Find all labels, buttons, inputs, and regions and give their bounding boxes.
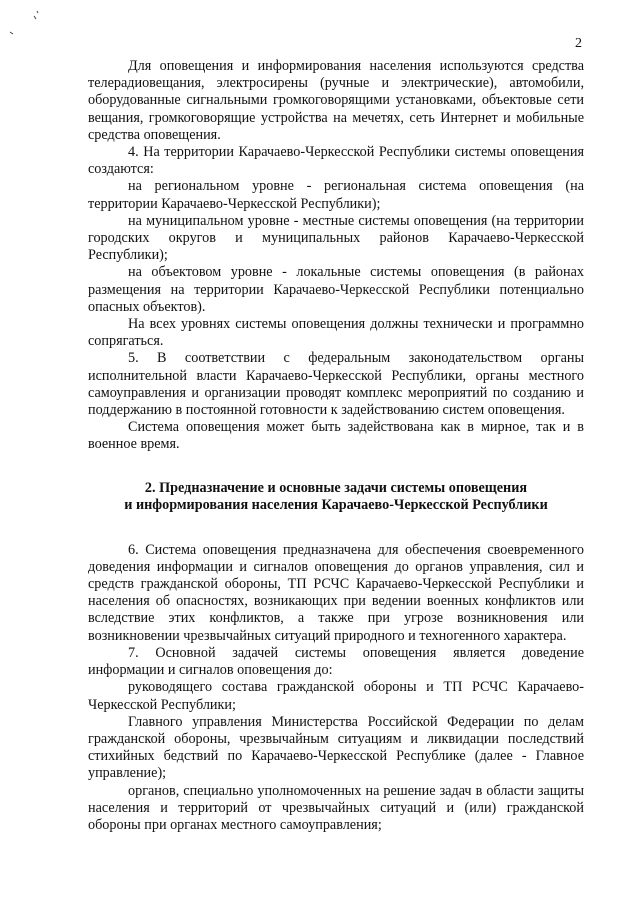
section-title (88, 480, 584, 515)
document-body (88, 58, 584, 834)
paragraph: На всех уровнях системы оповещения должны технически и программно сопрягаться. (88, 316, 584, 350)
paragraph: на муниципальном уровне - местные системы оповещения (на территории городских округов и муниципальных районов Карачаево-Черкесской Республики); (88, 212, 584, 264)
paragraph: 4. На территории Карачаево-Черкесской Республики системы оповещения создаются: (88, 144, 584, 178)
section-title-line-2: и информирования населения Карачаево-Черкесской Республики (124, 497, 548, 514)
paragraph: Главного управления Министерства Российской Федерации по делам гражданской обороны, чрезвычайным ситуациям и ликвидации последствий стихийных бедствий по Карачаево-Черкесской Республике (далее - Главное управление); (88, 713, 584, 782)
paragraph: на объектовом уровне - локальные системы оповещения (в районах размещения на территории Карачаево-Черкесской Республики потенциально опасных объектов). (88, 264, 584, 315)
paragraph: на региональном уровне - региональная система оповещения (на территории Карачаево-Черкесской Республики); (88, 178, 584, 212)
paragraph: 6. Система оповещения предназначена для обеспечения своевременного доведения информации и сигналов оповещения до органов управления, сил и средств гражданской обороны, ТП РСЧС Карачаево-Черкесской Республики и населения об опасностях, возникающих при ведении военных конфликтов или вследствие этих конфликтов, а также при угрозе возникновения или возникновении чрезвычайных ситуаций природного и техногенного характера. (88, 541, 584, 644)
scan-corner-marks (6, 6, 46, 40)
paragraph: органов, специально уполномоченных на решение задач в области защиты населения и территорий от чрезвычайных ситуаций и (или) гражданской обороны при органах местного самоуправления; (88, 782, 584, 833)
page-number: 2 (575, 36, 582, 51)
section-title-line-1: 2. Предназначение и основные задачи системы оповещения (144, 479, 528, 496)
paragraph: 5. В соответствии с федеральным законодательством органы исполнительной власти Карачаево-Черкесской Республики, органы местного самоуправления и организации проводят комплекс мероприятий по созданию и поддержанию в постоянной готовности к задействованию систем оповещения. (88, 350, 584, 419)
paragraph: 7. Основной задачей системы оповещения является доведение информации и сигналов оповещения до: (88, 644, 584, 679)
paragraph: руководящего состава гражданской обороны и ТП РСЧС Карачаево-Черкесской Республики; (88, 679, 584, 713)
paragraph: Для оповещения и информирования населения используются средства телерадиовещания, электросирены (ручные и электрические), автомобили, оборудованные сигнальными громкоговорящими установками, объектовые сети вещания, громкоговорящие устройства на мечетях, сеть Интернет и мобильные средства оповещения. (88, 58, 584, 143)
paragraph: Система оповещения может быть задействована как в мирное, так и в военное время. (88, 419, 584, 453)
